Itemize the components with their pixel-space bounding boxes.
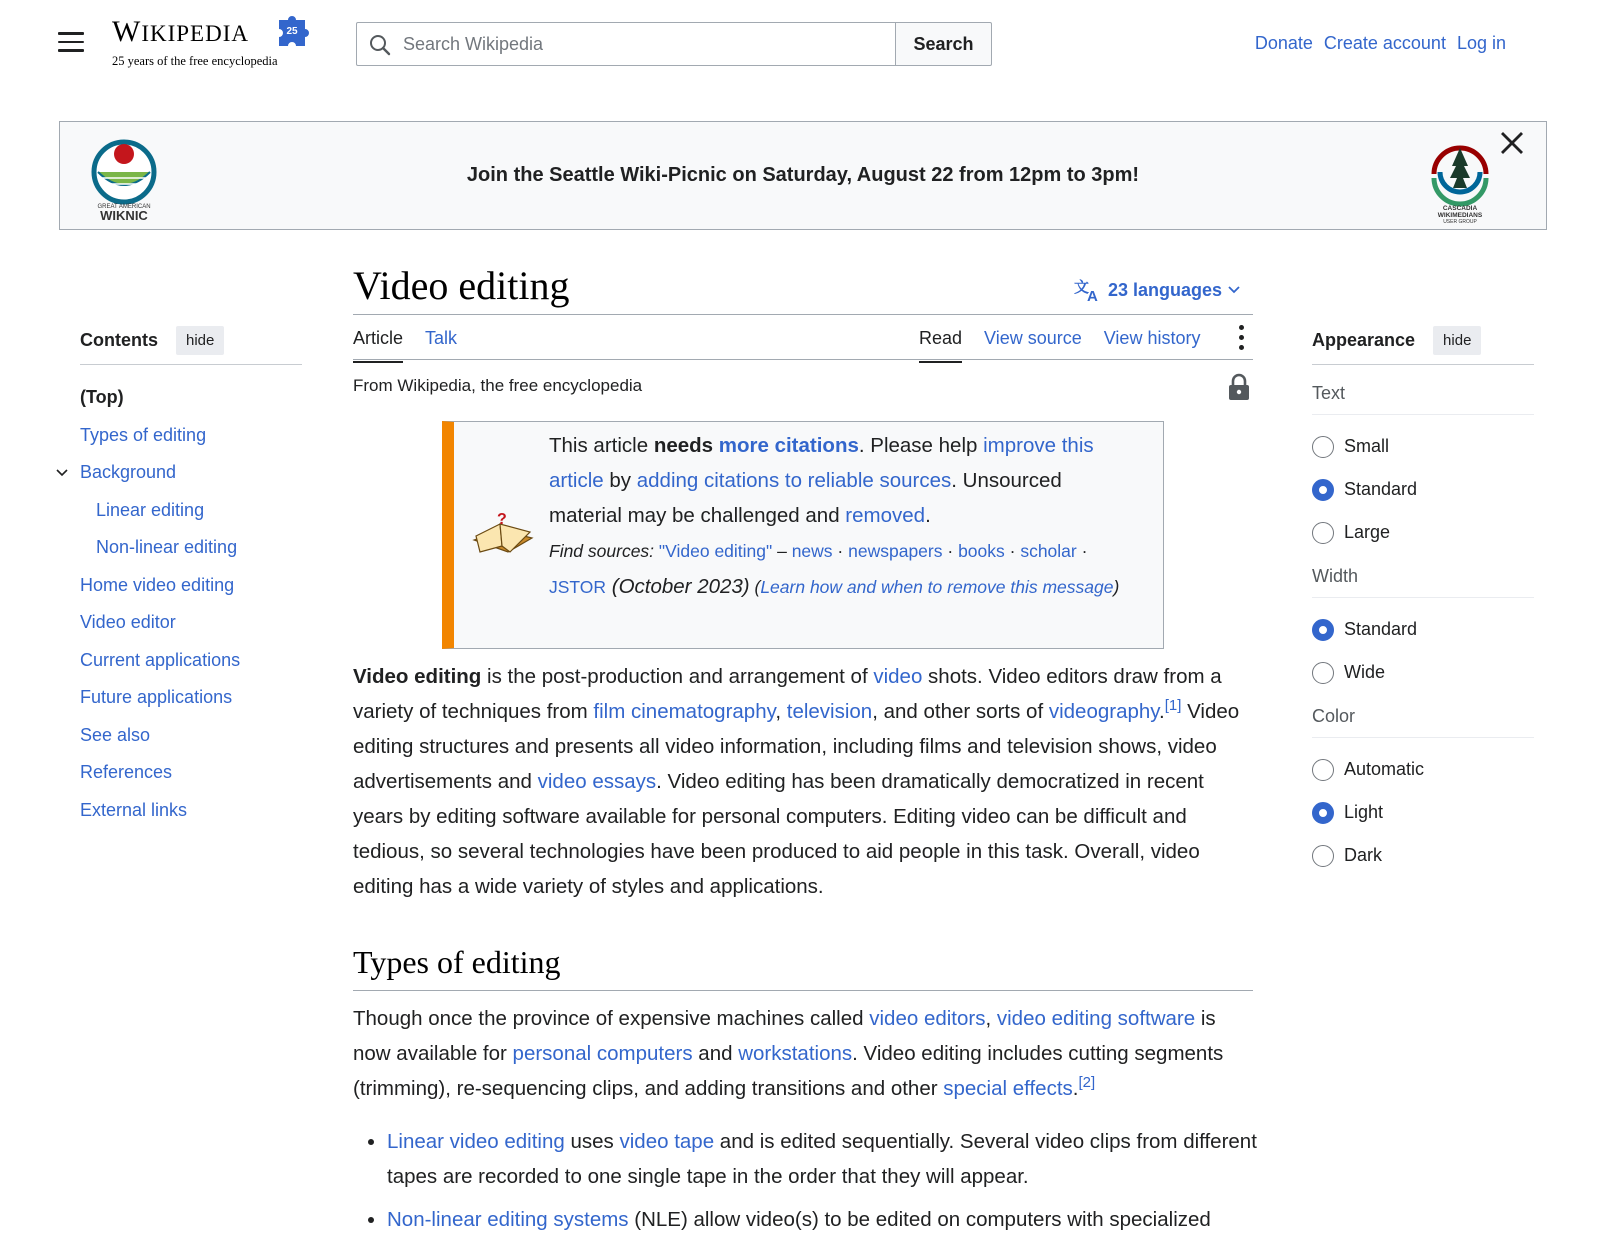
text: Though once the province of expensive machines called [353, 1007, 870, 1030]
radio-button-selected[interactable] [1312, 802, 1334, 824]
paren: ) [1113, 577, 1120, 597]
television-link[interactable]: television [786, 700, 873, 723]
radio-button[interactable] [1312, 759, 1334, 781]
color-dark-option[interactable] [1312, 834, 1534, 877]
cascadia-logo-line2: WIKIMEDIANS [1437, 212, 1483, 219]
donate-link[interactable]: Donate [1254, 33, 1313, 53]
toc-item-references[interactable]: References [80, 762, 173, 782]
linear-video-editing-link[interactable]: Linear video editing [387, 1130, 565, 1153]
videography-link[interactable]: videography [1048, 700, 1160, 723]
video-editing-software-link[interactable]: video editing software [996, 1007, 1196, 1030]
radio-button[interactable] [1312, 436, 1334, 458]
video-essays-link[interactable]: video essays [537, 770, 657, 793]
event-banner [59, 121, 1547, 230]
appearance-title: Appearance [1312, 330, 1416, 350]
text-size-label: Text [1312, 383, 1534, 415]
puzzle-25-icon [275, 14, 311, 50]
tabs-divider [353, 359, 1253, 360]
non-linear-editing-systems-link[interactable]: Non-linear editing systems [387, 1208, 629, 1231]
notice-date: (October 2023) [611, 575, 750, 598]
cascadia-logo-line3: USER GROUP [1443, 219, 1477, 224]
text: and is edited sequentially. Several video clips from different tapes are recorded to one single tape in the order that they will appear. [387, 1130, 1257, 1188]
toc-item-types-of-editing[interactable]: Types of editing [80, 424, 207, 445]
personal-computers-link[interactable]: personal computers [512, 1042, 693, 1065]
option-label: Automatic [1344, 759, 1425, 779]
lead-paragraph [353, 659, 1258, 904]
list-item [387, 1202, 1258, 1237]
text: (NLE) allow video(s) to be edited on computers with specialized [628, 1208, 1211, 1231]
tagline: 25 years of the free encyclopedia [112, 54, 278, 68]
option-label: Wide [1344, 662, 1386, 682]
view-tabs [919, 328, 1200, 363]
separator: · [942, 541, 959, 561]
wiknic-logo-title: WIKNIC [100, 208, 148, 222]
tab-view-source[interactable]: View source [984, 328, 1082, 348]
notice-needs: needs [653, 434, 714, 457]
namespace-tabs [353, 328, 457, 363]
search-icon [369, 34, 391, 56]
close-icon[interactable] [1497, 128, 1527, 158]
notice-text-part: . Please help [858, 434, 984, 457]
video-editors-link[interactable]: video editors [869, 1007, 986, 1030]
toc-title: Contents [80, 330, 158, 350]
title-divider [353, 314, 1253, 315]
text: shots. Video editors draw from a variety of techniques from [353, 665, 1222, 723]
text: . [1072, 1077, 1079, 1100]
citation-needed-notice [442, 421, 1164, 649]
text: . [1159, 700, 1165, 723]
search-box[interactable] [356, 22, 896, 66]
login-link[interactable]: Log in [1456, 33, 1506, 53]
option-label: Standard [1344, 479, 1418, 499]
appearance-hide-button[interactable]: hide [1433, 326, 1481, 355]
section-divider [353, 990, 1253, 991]
text-size-group [1312, 383, 1534, 554]
lock-icon[interactable] [1228, 373, 1250, 401]
radio-button[interactable] [1312, 845, 1334, 867]
video-tape-link[interactable]: video tape [619, 1130, 715, 1153]
radio-button-selected[interactable] [1312, 619, 1334, 641]
tab-view-history[interactable]: View history [1103, 328, 1201, 348]
text: is the post-production and arrangement of [481, 665, 874, 688]
book-question-icon [468, 504, 538, 564]
banner-message: Join the Seattle Wiki-Picnic on Saturday, August 22 from 12pm to 3pm! [466, 164, 1140, 186]
toc-item-home-video-editing[interactable]: Home video editing [80, 574, 235, 595]
width-label: Width [1312, 566, 1534, 598]
option-label: Light [1344, 802, 1384, 822]
find-sources-label: Find sources: [549, 541, 655, 561]
books-link[interactable]: books [958, 541, 1005, 561]
search-input[interactable] [401, 23, 881, 65]
jstor-link[interactable]: JSTOR [549, 577, 607, 597]
scholar-link[interactable]: scholar [1020, 541, 1077, 561]
more-citations-link[interactable]: more citations [718, 434, 859, 457]
wikipedia-wordmark: WIKIPEDIA [112, 15, 249, 48]
toc-item-background[interactable] [80, 454, 302, 492]
improve-article-link[interactable]: improve this article [549, 434, 1094, 492]
learn-remove-message-link[interactable]: Learn how and when to remove this message [760, 577, 1114, 597]
separator: · [832, 541, 849, 561]
svg-text:A: A [1087, 288, 1098, 303]
option-label: Large [1344, 522, 1391, 542]
toc-item-external-links[interactable]: External links [80, 799, 188, 820]
editing-types-list [353, 1124, 1258, 1245]
color-automatic-option[interactable] [1312, 748, 1534, 791]
notice-text-part: . [925, 504, 931, 527]
wikipedia-logo[interactable] [112, 14, 312, 74]
main-menu-button[interactable] [58, 32, 84, 54]
site-subtitle: From Wikipedia, the free encyclopedia [353, 376, 643, 395]
width-wide-option[interactable] [1312, 651, 1534, 694]
table-of-contents [80, 325, 302, 829]
search-button[interactable]: Search [895, 22, 992, 66]
list-item [387, 1124, 1258, 1194]
tab-talk[interactable]: Talk [425, 328, 458, 348]
separator: – [772, 541, 792, 561]
text: . Video editing includes cutting segments (trimming), re-sequencing clips, and adding transitions and other [353, 1042, 1224, 1100]
text-size-large-option[interactable] [1312, 511, 1534, 554]
toc-item-background-label: Background [80, 462, 177, 482]
toc-item-top[interactable]: (Top) [80, 387, 124, 407]
svg-text:文: 文 [1074, 278, 1090, 296]
text: Video editing structures and presents all video information, including films and television shows, video advertisements and [353, 700, 1240, 793]
reference-2-link[interactable]: [2] [1078, 1074, 1096, 1092]
notice-text [549, 428, 1139, 605]
cascadia-wikimedians-logo [1420, 132, 1500, 224]
toc-item-current-applications[interactable]: Current applications [80, 649, 241, 670]
svg-text:?: ? [497, 511, 507, 528]
paren: ( [749, 577, 761, 597]
text: is now available for [353, 1007, 1216, 1065]
newspapers-link[interactable]: newspapers [848, 541, 943, 561]
notice-text-part: . Unsourced material may be challenged and [549, 469, 1062, 527]
more-actions-icon[interactable] [1236, 322, 1246, 354]
toc-item-see-also[interactable]: See also [80, 724, 151, 745]
text: , and other sorts of [872, 700, 1049, 723]
toc-item-linear-editing[interactable]: Linear editing [96, 499, 205, 520]
appearance-panel [1312, 325, 1534, 877]
color-label: Color [1312, 706, 1534, 738]
separator: · [1004, 541, 1021, 561]
radio-button[interactable] [1312, 522, 1334, 544]
film-cinematography-link[interactable]: film cinematography [593, 700, 776, 723]
radio-button[interactable] [1312, 662, 1334, 684]
video-link[interactable]: video [873, 665, 923, 688]
types-paragraph [353, 1001, 1258, 1106]
translate-icon [1074, 277, 1102, 303]
section-heading-types-of-editing: Types of editing [353, 944, 561, 980]
width-group [1312, 566, 1534, 694]
toc-item-future-applications[interactable]: Future applications [80, 687, 233, 707]
user-links [1255, 33, 1506, 54]
toc-item-non-linear-editing[interactable]: Non-linear editing [96, 537, 238, 557]
width-standard-option[interactable] [1312, 608, 1534, 651]
radio-button-selected[interactable] [1312, 479, 1334, 501]
removed-link[interactable]: removed [845, 504, 926, 527]
cascadia-logo-line1: CASCADIA [1442, 205, 1478, 212]
language-count: 23 languages [1108, 279, 1223, 300]
create-account-link[interactable]: Create account [1323, 33, 1446, 53]
text: and [692, 1042, 739, 1065]
toc-item-video-editor[interactable]: Video editor [80, 612, 176, 632]
tab-article[interactable]: Article [353, 328, 403, 363]
notice-text-part: This article [549, 434, 654, 457]
chevron-down-icon [1228, 285, 1240, 295]
color-light-option[interactable] [1312, 791, 1534, 834]
option-label: Standard [1344, 619, 1418, 639]
option-label: Small [1344, 436, 1390, 456]
reference-1-link[interactable]: [1] [1164, 697, 1182, 715]
text: uses [564, 1130, 620, 1153]
tab-read[interactable]: Read [919, 328, 962, 363]
notice-text-part: by [603, 469, 637, 492]
special-effects-link[interactable]: special effects [943, 1077, 1073, 1100]
find-sources-query-link[interactable]: "Video editing" [658, 541, 773, 561]
page-title: Video editing [353, 263, 570, 308]
toc-hide-button[interactable]: hide [176, 326, 224, 355]
adding-citations-link[interactable]: adding citations to reliable sources [636, 469, 952, 492]
lead-bold-term: Video editing [353, 665, 482, 688]
text-size-small-option[interactable] [1312, 425, 1534, 468]
chevron-down-icon[interactable] [56, 467, 68, 479]
option-label: Dark [1344, 845, 1383, 865]
separator: · [1076, 541, 1088, 561]
news-link[interactable]: news [791, 541, 833, 561]
text: , [985, 1007, 997, 1030]
text-size-standard-option[interactable] [1312, 468, 1534, 511]
text: , [775, 700, 787, 723]
color-group [1312, 706, 1534, 877]
svg-text:25: 25 [286, 26, 298, 37]
workstations-link[interactable]: workstations [738, 1042, 853, 1065]
language-button[interactable] [1074, 277, 1240, 303]
text: . Video editing has been dramatically democratized in recent years by editing software available for personal computers. Editing video can be difficult and tedious, so several technologies have been produced to aid people in this task. Overall, video editing has a wide variety of styles and applications. [353, 770, 1204, 898]
wiknic-logo-caption: GREAT AMERICAN [97, 204, 151, 210]
